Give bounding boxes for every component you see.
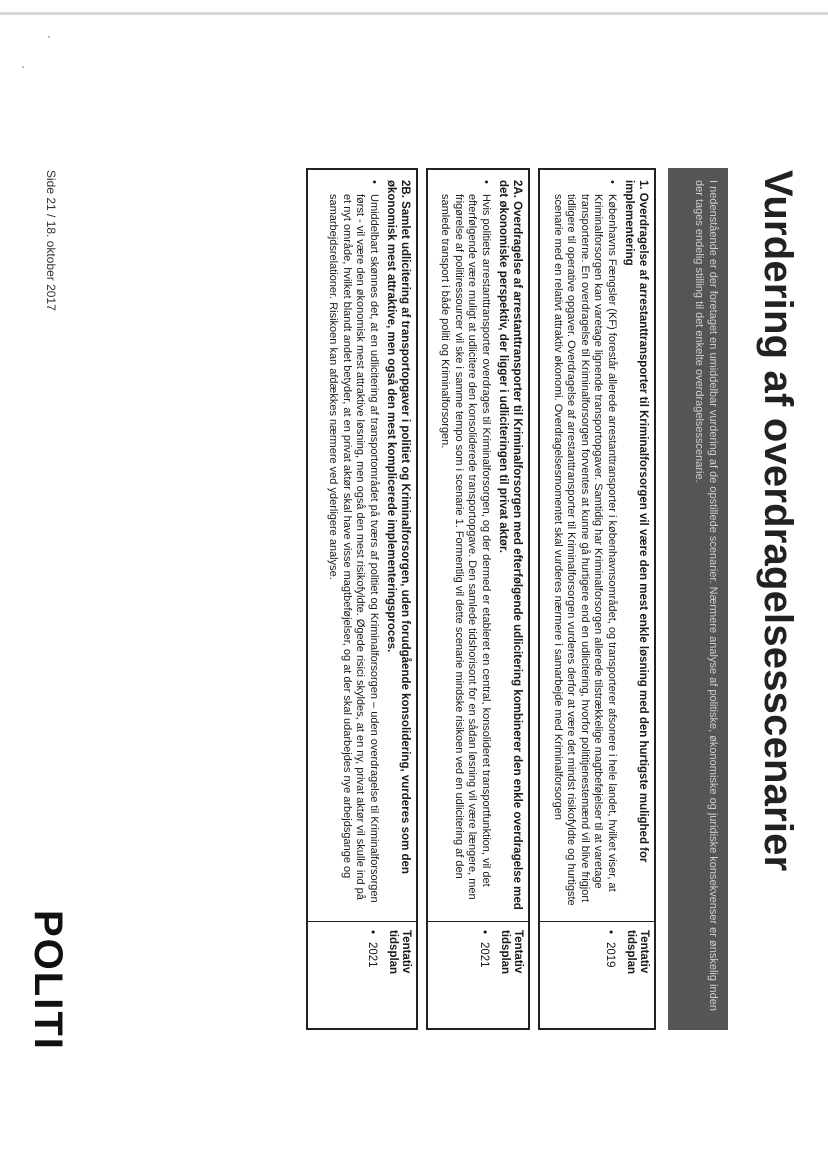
scenario-body-text: Umiddelbart skønnes det, at en udlicitering af transportområdet på tværs af politiet og Kriminalforsorgen – uden overdragelse til Kriminalforsorgen først - vil være den økonomisk mest attraktive løsning, men også den mest risikofyldte. Øgede risici skyldes, at en ny, privat aktør vil skulle ind på et nyt område, hvilket blandt andet betyder, at en privat aktør skal have visse magtbeføjelser, og at der skal udarbejdes nye arbejdsgange og samarbejdsrelationer. Risikoen kan afdækkes nærmere ved yderligere analyse. (327, 194, 380, 903)
scenario-body-text: Københavns Fængsler (KF) forestår allerede arrestanttransporter i københavnsområdet, og transporterer afsonere i hele landet, hvilket viser, at Kriminalforsorgen kan varetage lignende transportopgaver. Samtidig har Kriminalforsorgen allerede tilstrækkelige magtbeføjelser til at varetage transporterne. En overdragelse til Kriminalforsorgen forventes at kunne gå hurtigere end en udlicitering, hvorfor polititjenestemænd vil blive frigjort tidligere til operative opgaver. Overdragelse af arrestanttransporter til Kriminalforsorgen vurderes derfor at være det mindst risikofyldte og hurtigste scenarie med en relativt attraktiv økonomi. Overdragelsesmomentet skal vurderes nærmere i samarbejde med Kriminalforsorgen (552, 194, 618, 906)
scenario-heading: 1. Overdragelse af arrestanttransporter til Kriminalforsorgen vil være den mest enkle løsning med den hurtigste mulighed for implementering (623, 180, 649, 863)
schedule-value: 2019 (604, 942, 616, 968)
schedule-value: 2021 (478, 942, 490, 968)
intro-banner: I nedenstående er der foretaget en umiddelbar vurdering af de opstillede scenarier. Nærmere analyse af politiske, økonomiske og juridiske konsekvenser er ønskelig inden der tages endelig stilling til det enkelte overdragelsesscenarie. (668, 168, 728, 1030)
bullet-icon: • (606, 180, 618, 184)
scenario-body-text: Hvis politiets arrestanttransporter overdrages til Kriminalforsorgen, og der dermed er etableret en central, konsolideret transportfunktion, vil det efterfølgende være muligt at udlicitere den konsoliderede transportopgave. Den samlede tidshorisont for en sådan løsning vil være længere, men frigørelse af politiressourcer vil ske i samme tempo som i scenarie 1. Formentlig vil dette scenarie mindske risikoen ved en udlicitering af den samlede transport i både politi og Kriminalforsorgen. (439, 194, 492, 900)
scenario-heading: 2B. Samlet udlicitering af transportopgaver i politiet og Kriminalforsorgen, uden forudgående konsolidering, vurderes som den økonomisk mest attraktive, men også den mest komplicerede implementeringsproces. (385, 180, 411, 874)
schedule-label: Tentativ tidsplan (625, 930, 650, 975)
bullet-icon: • (480, 180, 492, 184)
page-footer: Side 21 / 18. oktober 2017 (44, 170, 58, 311)
bullet-icon: • (368, 180, 380, 184)
bullet-icon: • (366, 930, 378, 935)
politi-logo: POLITI (26, 910, 70, 1051)
schedule-value: 2021 (366, 942, 378, 968)
schedule-label: Tentativ tidsplan (387, 930, 412, 975)
bullet-icon: • (478, 930, 490, 935)
bullet-icon: • (604, 930, 616, 935)
page-title: Vurdering af overdragelsesscenarier (756, 170, 800, 872)
schedule-label: Tentativ tidsplan (499, 930, 524, 975)
scenario-heading: 2A. Overdragelse af arrestanttransporter til Kriminalforsorgen med efterfølgende udlicitering kombinerer den enkle overdragelse med det økonomiske perspektiv, der ligger i udliciteringen til privat aktør. (497, 180, 523, 910)
